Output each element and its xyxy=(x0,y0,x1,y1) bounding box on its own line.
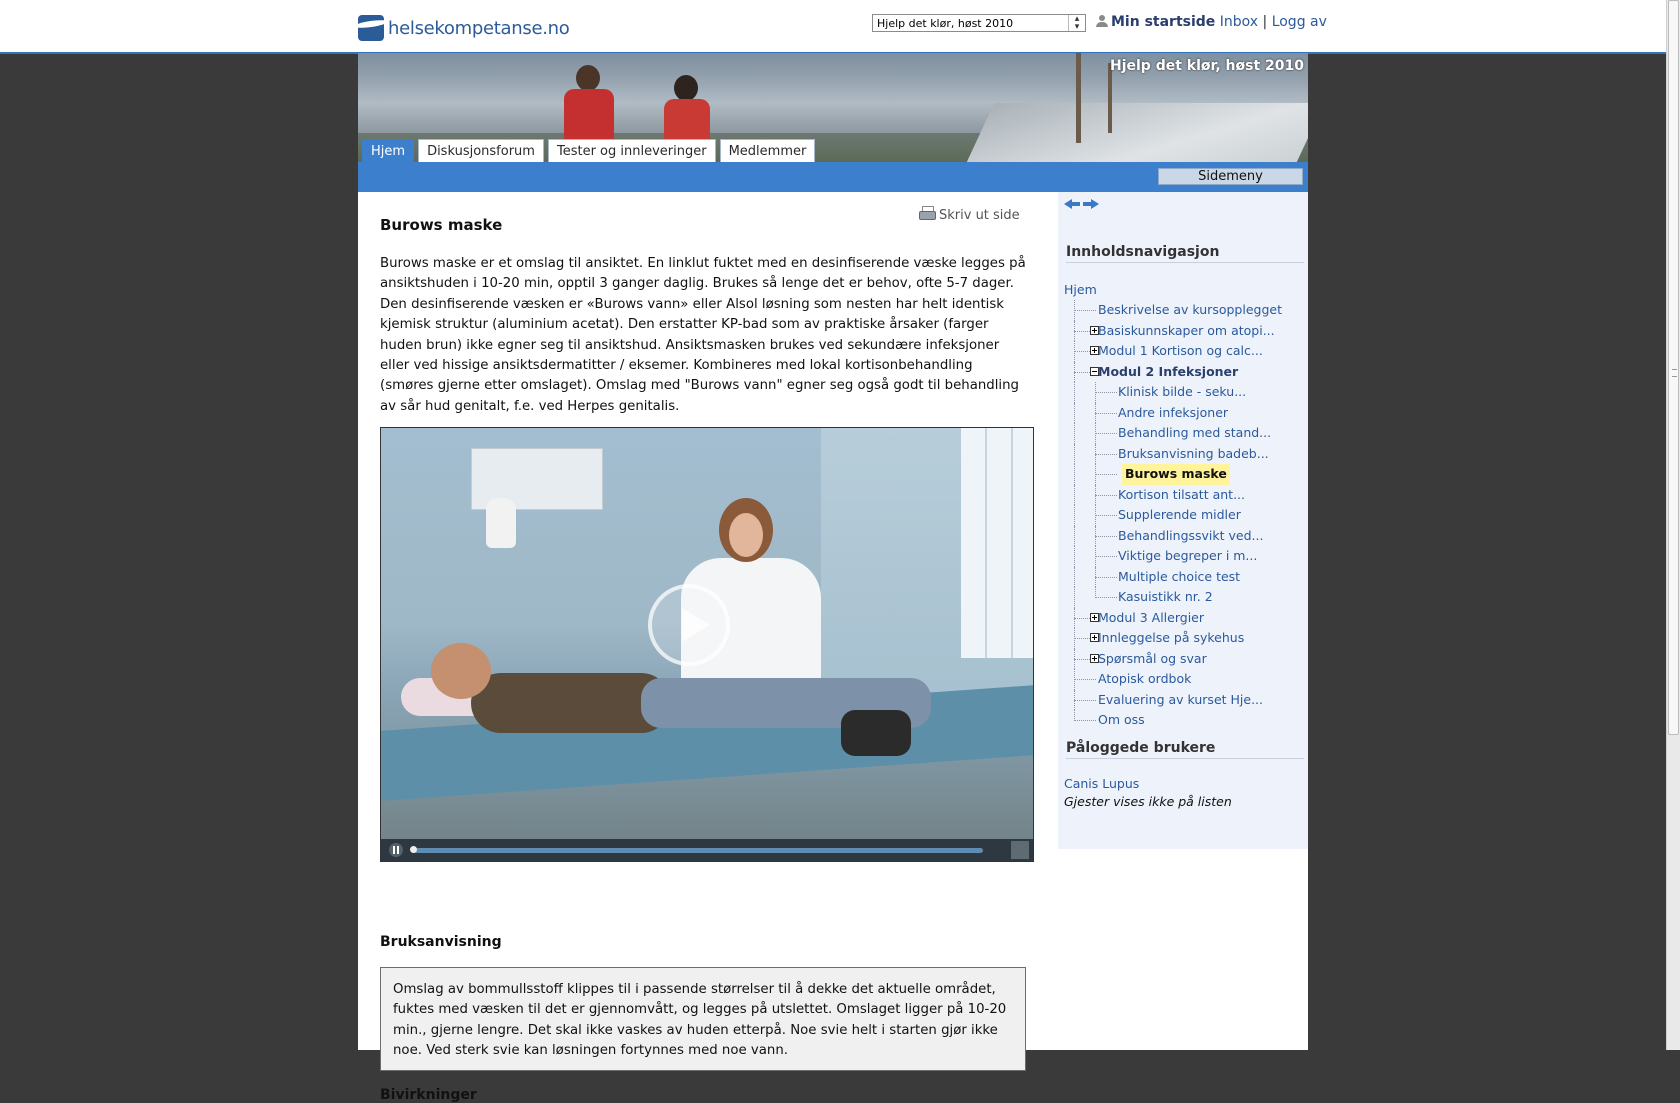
tree-item[interactable] xyxy=(1064,710,1308,731)
link-separator: | xyxy=(1262,14,1268,30)
tree-item-label[interactable]: Evaluering av kurset Hje... xyxy=(1098,691,1263,707)
top-bar xyxy=(0,0,1666,54)
page-nav-arrows xyxy=(1064,196,1099,210)
user-icon xyxy=(1096,15,1108,27)
tree-item-label[interactable]: Beskrivelse av kursopplegget xyxy=(1098,302,1282,317)
menu-bar xyxy=(358,162,1308,192)
tree-item[interactable] xyxy=(1064,382,1308,403)
tree-item[interactable] xyxy=(1064,526,1308,547)
play-icon[interactable] xyxy=(648,584,730,666)
browser-scrollbar[interactable] xyxy=(1666,0,1680,1050)
tree-item[interactable] xyxy=(1064,505,1308,526)
page-title: Burows maske xyxy=(380,216,503,234)
content-nav-heading: Innholdsnavigasjon xyxy=(1066,244,1304,263)
user-links xyxy=(1096,14,1327,30)
usage-heading: Bruksanvisning xyxy=(380,934,502,950)
print-page-link[interactable] xyxy=(919,206,1020,223)
sidebar xyxy=(1058,192,1308,849)
side-effects-heading: Bivirkninger xyxy=(380,1087,477,1103)
tree-item-label[interactable]: Viktige begreper i m... xyxy=(1118,548,1258,563)
tree-item[interactable] xyxy=(1064,649,1308,670)
logo-text: helsekompetanse.no xyxy=(388,17,570,39)
course-select-value: Hjelp det klør, høst 2010 xyxy=(877,17,1014,30)
tab-hjem[interactable]: Hjem xyxy=(362,139,414,162)
tree-item-label[interactable]: Innleggelse på sykehus xyxy=(1098,630,1245,645)
select-arrows-icon: ▴ ▾ xyxy=(1068,15,1085,31)
usage-text: Omslag av bommullsstoff klippes til i passende størrelser til å dekke det aktuelle området, fuktes med væsken til det er gjennomvått, og legges på utslettet. Omslaget ligger på 10-20 min., gjerne lengre. Det skal ikke vaskes av huden etterpå. Noe svie helt i starten gjør ikke noe. Ved sterk svie kan løsningen fortynnes med noe vann. xyxy=(393,982,1007,1059)
tree-item-label[interactable]: Modul 2 Infeksjoner xyxy=(1098,363,1239,379)
course-tabs xyxy=(362,139,815,162)
tree-item-label[interactable]: Supplerende midler xyxy=(1118,507,1241,522)
guest-note: Gjester vises ikke på listen xyxy=(1064,794,1232,809)
tree-item-label[interactable]: Andre infeksjoner xyxy=(1118,404,1229,420)
tab-medlemmer[interactable]: Medlemmer xyxy=(720,139,816,162)
site-logo[interactable] xyxy=(358,14,569,42)
tree-item[interactable] xyxy=(1064,362,1308,383)
tree-item[interactable] xyxy=(1064,628,1308,649)
fullscreen-icon[interactable] xyxy=(1011,841,1029,859)
intro-paragraph: Burows maske er et omslag til ansiktet. En linklut fuktet med en desinfiserende væske legges på ansiktshuden i 10-20 min, opptil 3 ganger daglig. Brukes så lenge det er behov, ofte 5-7 dager. Den desinfiserende væsken er «Burows vann» eller Alsol løsning som nesten har helt identisk kjemisk struktur (aluminium acetat). Den erstatter KP-bad som av praktiske årsaker (farger huden brun) ikke egner seg til ansiktshud. Ansiktsmasken brukes ved sekundære infeksjoner eller ved hissige ansiktsdermatitter / eksemer. Kombineres med lokal kortisonbehandling (smøres gjerne etter omslaget). Omslag med "Burows vann" egner seg også godt til behandling av sår hud genitalt, f.e. ved Herpes genitalis. xyxy=(380,256,1026,414)
tree-item-label[interactable]: Behandling med stand... xyxy=(1118,425,1272,440)
tree-item-label[interactable]: Kortison tilsatt ant... xyxy=(1118,486,1245,502)
tree-item-label[interactable]: Burows maske xyxy=(1122,464,1230,485)
tree-root-hjem[interactable]: Hjem xyxy=(1064,282,1097,297)
tree-item[interactable] xyxy=(1064,444,1308,465)
tree-item[interactable] xyxy=(1064,464,1308,485)
inbox-link[interactable]: Inbox xyxy=(1219,14,1259,30)
tree-item-label[interactable]: Basiskunnskaper om atopi... xyxy=(1098,322,1275,338)
tree-item-label[interactable]: Spørsmål og svar xyxy=(1098,650,1207,666)
pause-icon[interactable] xyxy=(389,843,403,857)
banner-title: Hjelp det klør, høst 2010 xyxy=(1109,58,1304,74)
online-user[interactable]: Canis Lupus xyxy=(1064,776,1140,791)
tree-item-label[interactable]: Behandlingssvikt ved... xyxy=(1118,527,1264,543)
printer-icon xyxy=(919,206,935,220)
tree-item[interactable] xyxy=(1064,300,1308,321)
tree-item-label[interactable]: Om oss xyxy=(1098,712,1145,727)
sidemeny-button[interactable]: Sidemeny xyxy=(1158,168,1303,185)
tree-item-label[interactable]: Klinisk bilde - seku... xyxy=(1118,384,1247,399)
next-page-icon[interactable] xyxy=(1083,196,1099,210)
tree-item[interactable] xyxy=(1064,341,1308,362)
page-wrapper xyxy=(358,53,1308,1103)
video-controls xyxy=(381,839,1034,861)
tree-item[interactable] xyxy=(1064,690,1308,711)
course-select[interactable] xyxy=(872,14,1086,32)
tree-item[interactable] xyxy=(1064,587,1308,608)
tree-item[interactable] xyxy=(1064,546,1308,567)
video-player[interactable] xyxy=(380,427,1034,862)
tree-item[interactable] xyxy=(1064,669,1308,690)
tree-item-label[interactable]: Bruksanvisning badeb... xyxy=(1118,445,1269,461)
tree-item[interactable] xyxy=(1064,321,1308,342)
tab-diskusjonsforum[interactable]: Diskusjonsforum xyxy=(418,139,544,162)
tree-item[interactable] xyxy=(1064,485,1308,506)
usage-box xyxy=(380,967,1026,1071)
video-progress-bar[interactable] xyxy=(411,848,983,853)
tree-item-label[interactable]: Multiple choice test xyxy=(1118,568,1241,584)
logo-icon xyxy=(358,15,384,41)
print-label: Skriv ut side xyxy=(939,208,1020,223)
tree-item-label[interactable]: Modul 1 Kortison og calc... xyxy=(1098,343,1263,358)
logout-link[interactable]: Logg av xyxy=(1271,14,1327,30)
tree-item-label[interactable]: Kasuistikk nr. 2 xyxy=(1118,589,1213,604)
tree-item-label[interactable]: Modul 3 Allergier xyxy=(1098,609,1205,625)
online-users-heading: Påloggede brukere xyxy=(1066,740,1304,759)
tree-item-label[interactable]: Atopisk ordbok xyxy=(1098,671,1192,686)
previous-page-icon[interactable] xyxy=(1064,196,1080,210)
tree-item[interactable] xyxy=(1064,567,1308,588)
tab-tester[interactable]: Tester og innleveringer xyxy=(548,139,716,162)
scrollbar-thumb[interactable] xyxy=(1668,0,1679,735)
video-progress-knob[interactable] xyxy=(410,846,417,853)
tree-item[interactable] xyxy=(1064,608,1308,629)
min-startside-link[interactable]: Min startside xyxy=(1111,14,1216,30)
course-banner xyxy=(358,53,1308,162)
tree-item[interactable] xyxy=(1064,423,1308,444)
tree-item[interactable] xyxy=(1064,403,1308,424)
content-tree xyxy=(1064,280,1308,731)
